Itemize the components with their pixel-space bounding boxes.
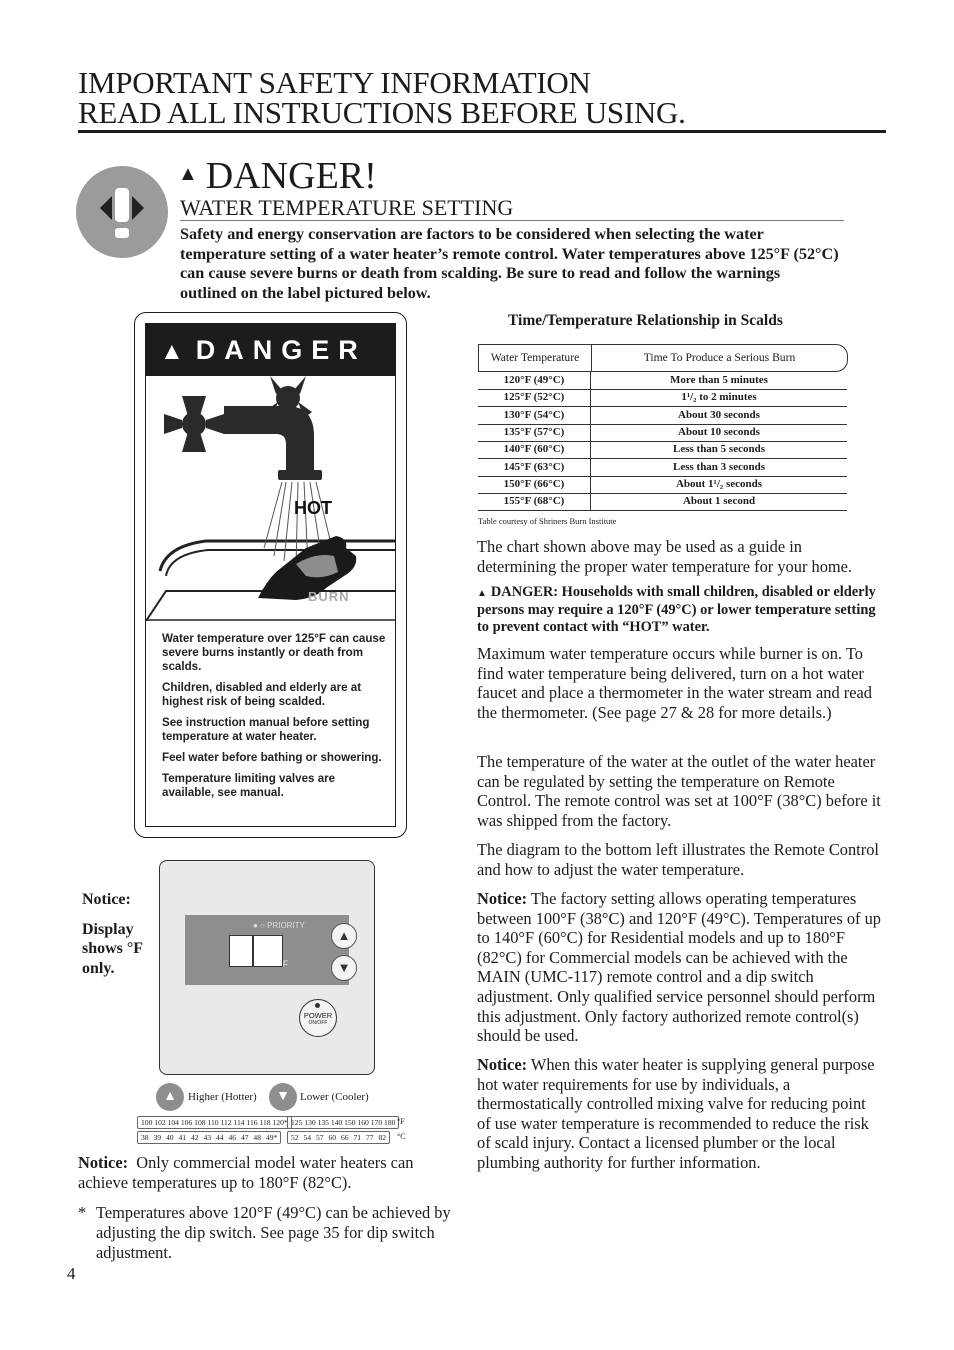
scale-extended-f: 125 130 135 140 150 160 170 180: [287, 1116, 399, 1129]
intro-paragraph: Safety and energy conservation are factors to be considered when selecting the water temperature setting of a water heater’s remote control. Water temperatures above 125°F (52°C) can cause severe burns or death from scalding. Be sure to read and follow the warnings outlined on the label pictured below.: [180, 225, 839, 302]
danger-title: ▲ DANGER!: [178, 155, 377, 197]
warning-triangle-icon: ▲: [477, 588, 487, 599]
commercial-notice-text: Only commercial model water heaters can achieve temperatures up to 180°F (82°C).: [78, 1153, 414, 1192]
page-header: [78, 65, 686, 130]
display-notice-label: Notice:: [82, 891, 131, 908]
max-temp-paragraph: Maximum water temperature occurs while burner is on. To find water temperature being delivered, turn on a hot water faucet and place a thermometer in the water stream and read the thermometer. (See page 27 & 28 for more details.): [477, 644, 872, 722]
section-rule: [180, 220, 844, 221]
label-warning-4: Feel water before bathing or showering.: [162, 751, 382, 764]
label-warning-1: Water temperature over 125°F can cause severe burns instantly or death from scalds.: [162, 632, 386, 673]
faucet-scald-illustration: [146, 376, 395, 621]
scale-unit-f: °F: [397, 1117, 405, 1126]
danger-label-banner: ▲ DANGER: [146, 324, 395, 376]
chart-guide-paragraph: The chart shown above may be used as a guide in determining the proper water temperature for your home.: [477, 537, 853, 576]
households-danger: ▲ DANGER: Households with small children, disabled or elderly persons may require a 120°F (49°C) or lower temperature setting to prevent contact with “HOT” water.: [477, 584, 876, 635]
header-line-2: READ ALL INSTRUCTIONS BEFORE USING.: [78, 95, 686, 130]
up-button[interactable]: ▲: [331, 923, 357, 949]
scale-unit-c: °C: [397, 1132, 406, 1141]
page-number: 4: [67, 1264, 76, 1283]
table-row: 130°F (54°C) About 30 seconds: [478, 407, 847, 425]
table-header: [478, 344, 848, 372]
exclamation-warning-icon: [76, 166, 168, 258]
table-title: Time/Temperature Relationship in Scalds: [508, 312, 783, 329]
table-row: 150°F (66°C) About 1¹/₂ seconds: [478, 476, 847, 494]
higher-label: Higher (Hotter): [188, 1091, 257, 1103]
table-source: Table courtesy of Shriners Burn Institute: [478, 516, 617, 526]
table-row: 135°F (57°C) About 10 seconds: [478, 424, 847, 442]
table-row: 125°F (52°C) 1¹/₂ to 2 minutes: [478, 389, 847, 407]
section-title: WATER TEMPERATURE SETTING: [180, 195, 514, 220]
notice-text: The factory setting allows operating temperatures between 100°F (38°C) and 120°F (49°C). Temperatures of up to 140°F (60°C) for Residential models and up to 180°F (82°C) for Commercial models can be achieved with the MAIN (UMC-117) remote control and a dip switch adjustment. Only qualified service personnel should perform this adjustment. Only factory authorized remote control(s) should be used.: [477, 889, 881, 1046]
higher-arrow-icon: ▲: [156, 1083, 184, 1111]
notice-text: When this water heater is supplying general purpose hot water requirements for use by individuals, a thermostatically controlled mixing valve for reducing point of use water temperature is recommended to reduce the risk of scald injury. Contact a licensed plumber or the local plumbing authority for further information.: [477, 1055, 875, 1172]
diagram-paragraph: The diagram to the bottom left illustrates the Remote Control and how to adjust the water temperature.: [477, 840, 879, 879]
label-warning-5: Temperature limiting valves are available, see manual.: [162, 772, 336, 799]
hot-text: HOT: [294, 498, 332, 518]
power-button[interactable]: POWER ON/OFF: [299, 999, 337, 1037]
priority-indicator: ● ○ PRIORITY: [253, 921, 305, 930]
mixing-valve-notice: [477, 1055, 883, 1173]
lower-label: Lower (Cooler): [300, 1091, 369, 1103]
temperature-display: [229, 935, 283, 967]
col-header-temp: Water Temperature: [479, 345, 592, 371]
footnote-star: *: [78, 1203, 87, 1222]
table-row: 145°F (63°C) Less than 3 seconds: [478, 459, 847, 477]
danger-label: [134, 312, 407, 838]
display-unit: °F: [279, 959, 289, 969]
commercial-notice-label: Notice:: [78, 1153, 129, 1172]
footnote-text: Temperatures above 120°F (49°C) can be achieved by adjusting the dip switch. See page 35 for dip switch adjustment.: [96, 1203, 451, 1262]
label-warning-2: Children, disabled and elderly are at highest risk of being scalded.: [162, 681, 362, 708]
danger-label-warnings: [162, 632, 387, 807]
burn-text: BURN: [308, 589, 350, 604]
notice-label: Notice:: [477, 889, 528, 908]
commercial-notice: [78, 1153, 458, 1193]
header-line-1: IMPORTANT SAFETY INFORMATION: [78, 65, 591, 100]
warning-triangle-icon: ▲: [160, 338, 184, 365]
notice-label: Notice:: [477, 1055, 528, 1074]
scale-standard-c: 38 39 40 41 42 43 44 46 47 48 49*: [137, 1131, 281, 1144]
power-led-icon: [315, 1003, 320, 1008]
factory-setting-notice: [477, 889, 883, 1046]
table-row: 155°F (68°C) About 1 second: [478, 493, 847, 511]
header-rule: [78, 130, 886, 133]
scale-extended-c: 52 54 57 60 66 71 77 82: [287, 1131, 390, 1144]
col-header-time: Time To Produce a Serious Burn: [643, 351, 796, 364]
warning-triangle-icon: ▲: [178, 163, 198, 185]
scale-standard-f: 100 102 104 106 108 110 112 114 116 118 120*: [137, 1116, 292, 1129]
table-row: 120°F (49°C) More than 5 minutes: [478, 372, 847, 390]
outlet-temp-paragraph: The temperature of the water at the outlet of the water heater can be regulated by setting the temperature on Remote Control. The remote control was set at 100°F (38°C) before it was shipped from the factory.: [477, 752, 881, 830]
display-notice: [82, 890, 144, 988]
display-notice-text: Display shows °F only.: [82, 920, 143, 977]
table-row: 140°F (60°C) Less than 5 seconds: [478, 441, 847, 459]
down-button[interactable]: ▼: [331, 955, 357, 981]
label-warning-3: See instruction manual before setting temperature at water heater.: [162, 716, 370, 743]
remote-control-illustration: [159, 860, 375, 1075]
lower-arrow-icon: ▼: [269, 1083, 297, 1111]
